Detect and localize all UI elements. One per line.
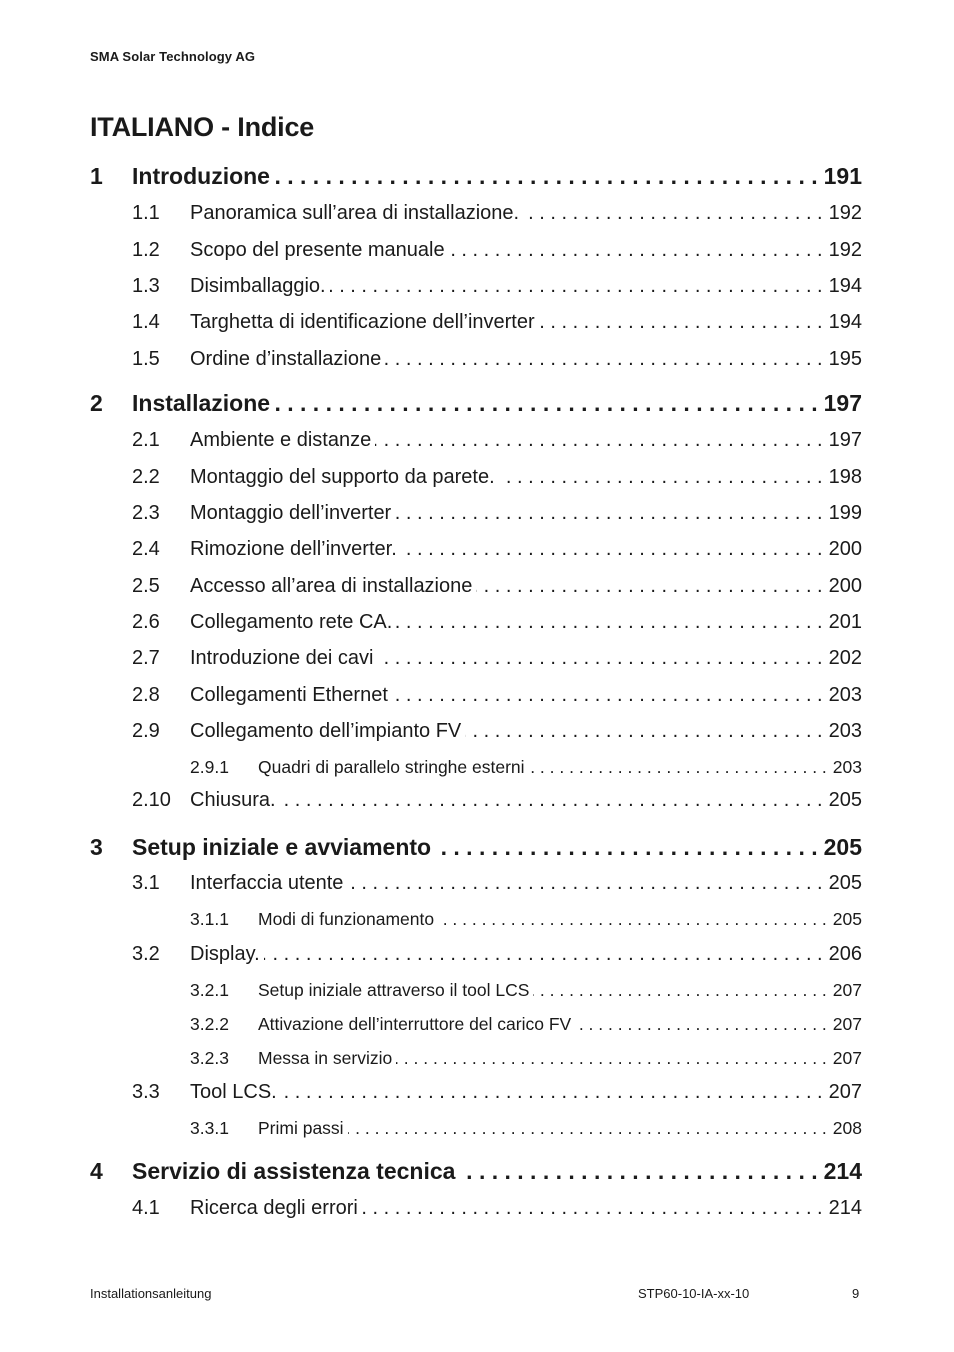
toc-entry[interactable] bbox=[0, 647, 954, 677]
toc-dot-leader bbox=[435, 834, 818, 861]
toc-entry-number: 3.2.1 bbox=[190, 980, 229, 1000]
toc-entry-number: 3 bbox=[90, 834, 103, 860]
toc-entry[interactable] bbox=[0, 311, 954, 341]
toc-entry[interactable] bbox=[0, 538, 954, 568]
toc-dot-leader bbox=[377, 647, 822, 670]
toc-entry[interactable] bbox=[0, 909, 954, 939]
toc-entry[interactable] bbox=[0, 348, 954, 378]
toc-entry-number: 2 bbox=[90, 390, 103, 416]
toc-dot-leader bbox=[401, 538, 823, 561]
toc-entry-title: Panoramica sull’area di installazione. bbox=[190, 202, 520, 224]
toc-entry-title: Display. bbox=[190, 943, 260, 965]
toc-entry-page: 207 bbox=[832, 980, 862, 1000]
toc-entry-page: 192 bbox=[828, 239, 862, 261]
toc-entry-number: 3.2 bbox=[132, 943, 160, 965]
page-header-company: SMA Solar Technology AG bbox=[90, 49, 256, 64]
toc-dot-leader bbox=[281, 1081, 823, 1104]
toc-dot-leader bbox=[465, 720, 822, 743]
toc-entry-title: Installazione bbox=[132, 390, 271, 416]
toc-entry-page: 191 bbox=[823, 163, 862, 189]
toc-entry-title: Messa in servizio bbox=[258, 1048, 393, 1068]
toc-entry-page: 194 bbox=[828, 311, 862, 333]
toc-entry[interactable] bbox=[0, 1118, 954, 1148]
toc-entry[interactable] bbox=[0, 466, 954, 496]
toc-entry-title: Rimozione dell’inverter. bbox=[190, 538, 397, 560]
toc-entry-page: 205 bbox=[832, 909, 862, 929]
toc-dot-leader bbox=[499, 466, 823, 489]
toc-dot-leader bbox=[362, 1197, 823, 1220]
toc-entry[interactable] bbox=[0, 575, 954, 605]
toc-dot-leader bbox=[476, 575, 822, 598]
toc-entry[interactable] bbox=[0, 163, 954, 193]
toc-entry[interactable] bbox=[0, 684, 954, 714]
toc-entry-number: 3.2.2 bbox=[190, 1014, 229, 1034]
toc-entry-title: Accesso all’area di installazione bbox=[190, 575, 473, 597]
toc-entry-page: 207 bbox=[828, 1081, 862, 1103]
toc-dot-leader bbox=[438, 909, 827, 930]
toc-entry[interactable] bbox=[0, 611, 954, 641]
toc-entry-title: Disimballaggio. bbox=[190, 275, 326, 297]
toc-entry-page: 205 bbox=[828, 789, 862, 811]
toc-entry-title: Setup iniziale attraverso il tool LCS bbox=[258, 980, 530, 1000]
toc-entry-number: 2.3 bbox=[132, 502, 160, 524]
toc-entry-page: 207 bbox=[832, 1014, 862, 1034]
toc-entry[interactable] bbox=[0, 757, 954, 787]
toc-entry[interactable] bbox=[0, 789, 954, 819]
toc-entry-page: 214 bbox=[823, 1158, 862, 1184]
toc-entry-number: 2.6 bbox=[132, 611, 160, 633]
toc-entry-title: Montaggio del supporto da parete. bbox=[190, 466, 495, 488]
toc-dot-leader bbox=[347, 872, 822, 895]
toc-dot-leader bbox=[396, 611, 822, 634]
toc-entry-page: 206 bbox=[828, 943, 862, 965]
toc-entry-number: 2.8 bbox=[132, 684, 160, 706]
toc-entry-title: Modi di funzionamento bbox=[258, 909, 435, 929]
toc-entry-title: Interfaccia utente bbox=[190, 872, 344, 894]
toc-entry-page: 207 bbox=[832, 1048, 862, 1068]
toc-entry-page: 200 bbox=[828, 575, 862, 597]
toc-entry-number: 1 bbox=[90, 163, 103, 189]
toc-entry-number: 1.5 bbox=[132, 348, 160, 370]
toc-entry-page: 205 bbox=[823, 834, 862, 860]
toc-dot-leader bbox=[280, 789, 823, 812]
toc-entry[interactable] bbox=[0, 1081, 954, 1111]
toc-dot-leader bbox=[523, 202, 823, 225]
toc-entry-number: 1.3 bbox=[132, 275, 160, 297]
toc-entry-title: Collegamento dell’impianto FV bbox=[190, 720, 462, 742]
toc-entry-title: Chiusura. bbox=[190, 789, 276, 811]
toc-entry-title: Servizio di assistenza tecnica bbox=[132, 1158, 456, 1184]
toc-entry[interactable] bbox=[0, 1158, 954, 1188]
toc-entry[interactable] bbox=[0, 834, 954, 864]
toc-entry-title: Ambiente e distanze bbox=[190, 429, 372, 451]
toc-entry-number: 2.5 bbox=[132, 575, 160, 597]
toc-dot-leader bbox=[274, 390, 818, 417]
toc-entry-page: 192 bbox=[828, 202, 862, 224]
toc-entry-page: 198 bbox=[828, 466, 862, 488]
toc-entry-page: 200 bbox=[828, 538, 862, 560]
toc-entry-number: 3.1.1 bbox=[190, 909, 229, 929]
toc-dot-leader bbox=[539, 311, 823, 334]
toc-entry-number: 3.3.1 bbox=[190, 1118, 229, 1138]
toc-entry[interactable] bbox=[0, 502, 954, 532]
toc-entry-number: 3.2.3 bbox=[190, 1048, 229, 1068]
footer-document-code: STP60-10-IA-xx-10 bbox=[638, 1286, 750, 1301]
toc-dot-leader bbox=[459, 1158, 817, 1185]
toc-entry-title: Setup iniziale e avviamento bbox=[132, 834, 432, 860]
toc-entry-title: Collegamento rete CA. bbox=[190, 611, 393, 633]
toc-entry-title: Scopo del presente manuale bbox=[190, 239, 445, 261]
toc-entry-number: 2.10 bbox=[132, 789, 171, 811]
toc-entry[interactable] bbox=[0, 239, 954, 269]
toc-dot-leader bbox=[529, 757, 827, 778]
toc-entry-title: Introduzione dei cavi bbox=[190, 647, 374, 669]
toc-entry[interactable] bbox=[0, 872, 954, 902]
toc-entry-title: Ordine d’installazione bbox=[190, 348, 382, 370]
toc-entry[interactable] bbox=[0, 390, 954, 420]
toc-entry-page: 203 bbox=[832, 757, 862, 777]
toc-dot-leader bbox=[274, 163, 818, 190]
toc-dot-leader bbox=[575, 1014, 827, 1035]
toc-entry[interactable] bbox=[0, 275, 954, 305]
toc-entry-number: 2.2 bbox=[132, 466, 160, 488]
toc-entry-number: 2.9.1 bbox=[190, 757, 229, 777]
toc-entry-number: 4 bbox=[90, 1158, 103, 1184]
toc-entry-number: 3.3 bbox=[132, 1081, 160, 1103]
toc-entry-title: Tool LCS. bbox=[190, 1081, 277, 1103]
toc-entry[interactable] bbox=[0, 1014, 954, 1044]
toc-dot-leader bbox=[449, 239, 823, 262]
toc-entry-page: 194 bbox=[828, 275, 862, 297]
toc-entry-title: Attivazione dell’interruttore del carico FV bbox=[258, 1014, 572, 1034]
toc-dot-leader bbox=[264, 943, 823, 966]
toc-entry-number: 2.1 bbox=[132, 429, 160, 451]
toc-entry-number: 2.9 bbox=[132, 720, 160, 742]
toc-entry-page: 197 bbox=[828, 429, 862, 451]
toc-entry-page: 195 bbox=[828, 348, 862, 370]
footer-page-number: 9 bbox=[852, 1286, 860, 1301]
toc-entry-title: Collegamenti Ethernet bbox=[190, 684, 388, 706]
toc-entry-number: 1.2 bbox=[132, 239, 160, 261]
toc-dot-leader bbox=[396, 1048, 827, 1069]
toc-entry-page: 214 bbox=[828, 1197, 862, 1219]
toc-entry-page: 202 bbox=[828, 647, 862, 669]
toc-entry-title: Ricerca degli errori bbox=[190, 1197, 358, 1219]
toc-entry-page: 208 bbox=[832, 1118, 862, 1138]
toc-entry[interactable] bbox=[0, 1197, 954, 1227]
toc-entry-number: 4.1 bbox=[132, 1197, 160, 1219]
toc-entry[interactable] bbox=[0, 943, 954, 973]
toc-entry-title: Primi passi bbox=[258, 1118, 344, 1138]
toc-entry[interactable] bbox=[0, 720, 954, 750]
toc-entry-title: Targhetta di identificazione dell’inverter bbox=[190, 311, 535, 333]
toc-entry-page: 201 bbox=[828, 611, 862, 633]
toc-dot-leader bbox=[533, 980, 826, 1001]
toc-entry-page: 199 bbox=[828, 502, 862, 524]
toc-dot-leader bbox=[375, 429, 822, 452]
toc-entry-number: 2.7 bbox=[132, 647, 160, 669]
toc-entry-title: Montaggio dell’inverter bbox=[190, 502, 392, 524]
toc-entry-number: 3.1 bbox=[132, 872, 160, 894]
toc-entry-number: 2.4 bbox=[132, 538, 160, 560]
toc-dot-leader bbox=[385, 348, 822, 371]
toc-entry-number: 1.4 bbox=[132, 311, 160, 333]
toc-dot-leader bbox=[392, 684, 823, 707]
toc-entry[interactable] bbox=[0, 202, 954, 232]
toc-dot-leader bbox=[395, 502, 822, 525]
toc-entry-page: 203 bbox=[828, 684, 862, 706]
toc-entry-title: Introduzione bbox=[132, 163, 270, 189]
toc-entry[interactable] bbox=[0, 980, 954, 1010]
footer-document-type: Installationsanleitung bbox=[90, 1286, 212, 1301]
toc-entry[interactable] bbox=[0, 429, 954, 459]
toc-entry-page: 197 bbox=[823, 390, 862, 416]
toc-entry-title: Quadri di parallelo stringhe esterni bbox=[258, 757, 525, 777]
toc-entry-page: 203 bbox=[828, 720, 862, 742]
toc-entry-number: 1.1 bbox=[132, 202, 160, 224]
toc-dot-leader bbox=[330, 275, 823, 298]
toc-entry[interactable] bbox=[0, 1048, 954, 1078]
page-title: ITALIANO - Indice bbox=[90, 112, 315, 142]
toc-dot-leader bbox=[348, 1118, 827, 1139]
toc-entry-page: 205 bbox=[828, 872, 862, 894]
